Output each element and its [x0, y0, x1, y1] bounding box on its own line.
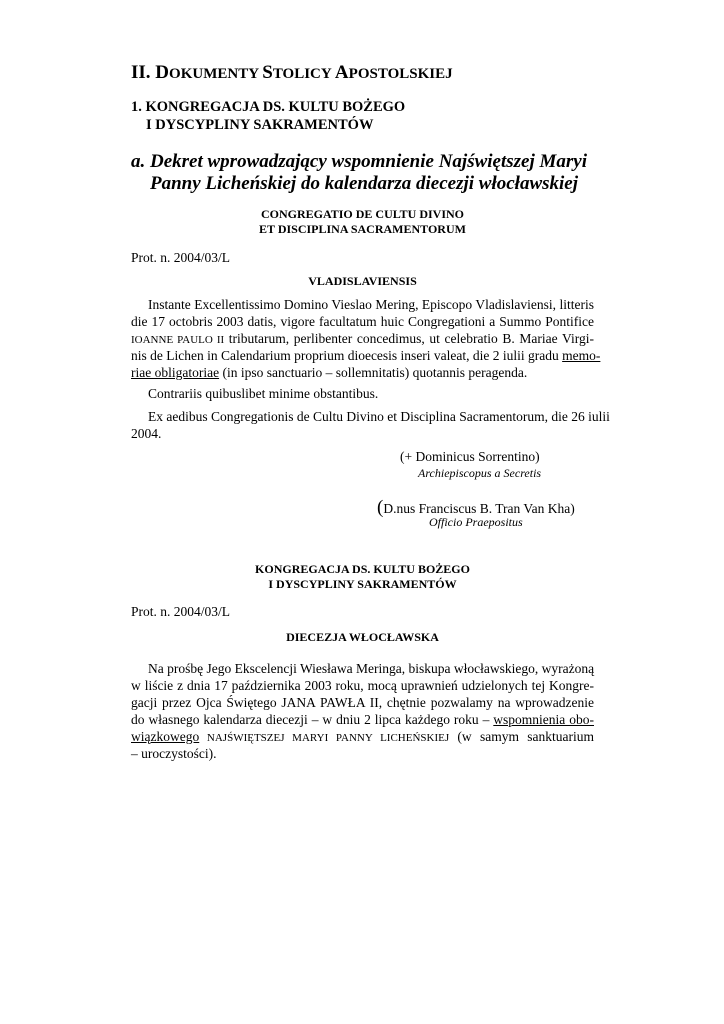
polish-protocol-number: Prot. n. 2004/03/L — [131, 604, 231, 619]
signature-2-role: Officio Praepositus — [429, 515, 523, 529]
latin-diocese-heading: VLADISLAVIENSIS — [308, 274, 417, 288]
polish-decree-paragraph: Na prośbę Jego Ekscelencji Wiesława Meringa, biskupa włocławskiego, wyrażoną w liście z dnia 17 października 2003 roku, mocą uprawnień udzielonych tej Kongre- gacji przez Ojca Świętego JANA PAWŁA II, chętnie pozwalamy na wprowadzenie do własnego kalendarza diecezji – w dniu 2 lipca każdego roku – wspomnienia obo- wiązkowego NAJŚWIĘTSZEJ MARYI PANNY LICHEŃSKIEJ (w samym sanktuarium – uroczystości). — [131, 661, 595, 761]
latin-decree-paragraph: Instante Excellentissimo Domino Vieslao Mering, Episcopo Vladislaviensi, litteris die 17 octobris 2003 datis, vigore facultatum huic Congregationi a Summo Pontifice IOANNE PAULO II tributarum, perlibenter concedimus, ut celebratio B. Mariae Virgi- nis de Lichen in Calendarium proprium dioecesis inseri valeat, die 2 iulii gradu memo- riae obligatoriae (in ipso sanctuario – sollemnitatis) quotannis peragenda. — [131, 297, 601, 380]
signature-1-role: Archiepiscopus a Secretis — [418, 466, 542, 480]
subsection-heading: 1. KONGREGACJA DS. KULTU BOŻEGO I DYSCYPLINY SAKRAMENTÓW — [131, 99, 406, 133]
latin-dating-paragraph: Ex aedibus Congregationis de Cultu Divino et Disciplina Sacramentorum, die 26 iulii 2004. — [131, 409, 610, 441]
latin-congregation-header: CONGREGATIO DE CULTU DIVINO ET DISCIPLINA SACRAMENTORUM — [259, 207, 466, 236]
signature-1-name: (+ Dominicus Sorrentino) — [400, 449, 540, 464]
signature-2-name: (D.nus Franciscus B. Tran Van Kha) — [377, 497, 575, 518]
latin-protocol-number: Prot. n. 2004/03/L — [131, 250, 231, 265]
polish-diocese-heading: DIECEZJA WŁOCŁAWSKA — [286, 630, 439, 644]
latin-clause: Contrariis quibuslibet minime obstantibus. — [148, 386, 379, 401]
decree-title: a. Dekret wprowadzający wspomnienie Najświętszej Maryi Panny Licheńskiej do kalendarza diecezji włocławskiej — [131, 151, 587, 194]
section-heading: II. DOKUMENTY STOLICY APOSTOLSKIEJ — [131, 62, 453, 83]
section-number: II. — [131, 62, 156, 83]
polish-congregation-header: KONGREGACJA DS. KULTU BOŻEGO I DYSCYPLINY SAKRAMENTÓW — [255, 562, 470, 591]
